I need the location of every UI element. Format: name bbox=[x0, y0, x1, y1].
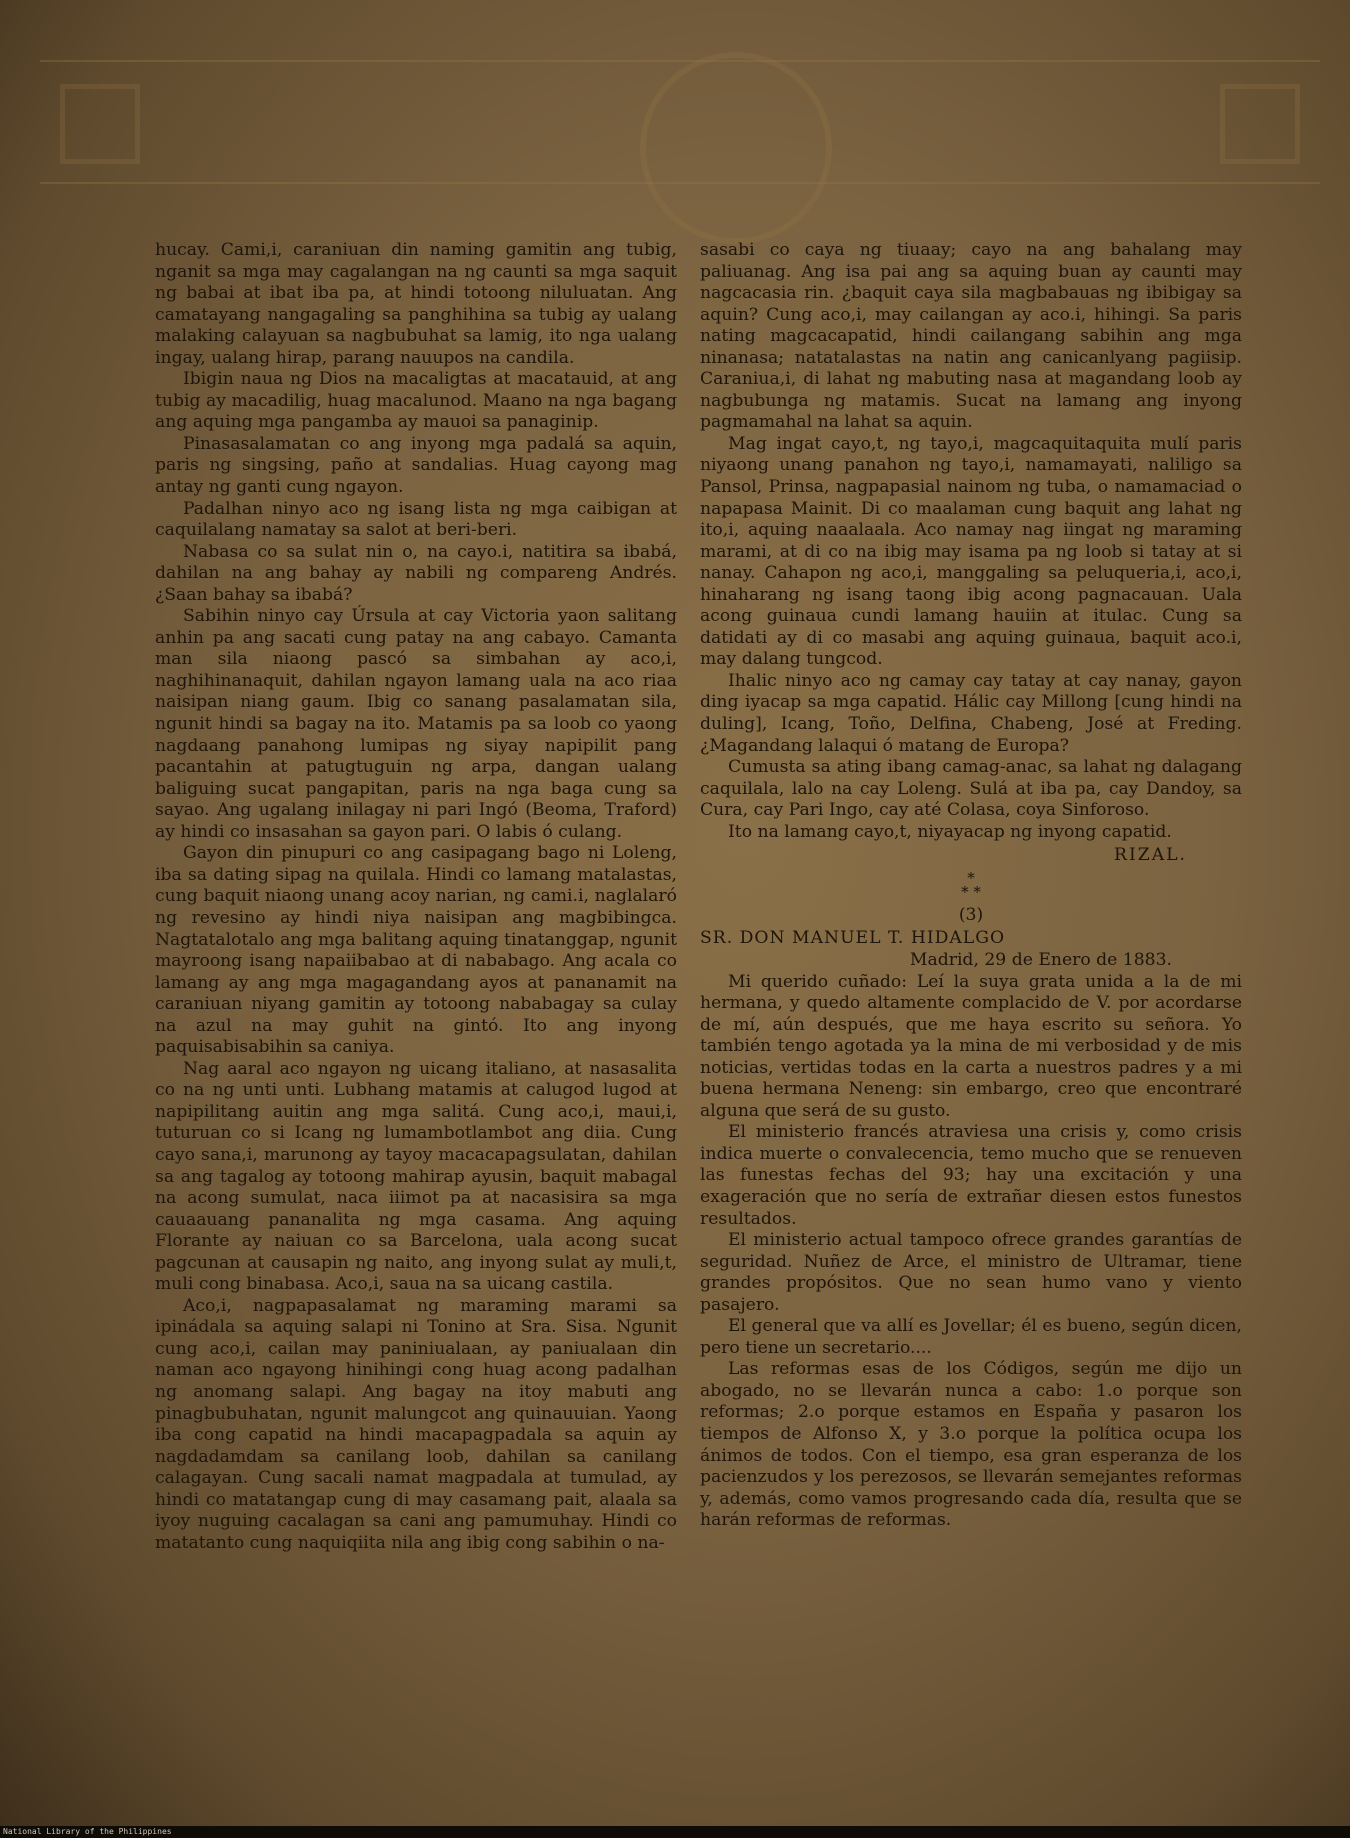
paragraph: El ministerio actual tampoco ofrece grandes garantías de seguridad. Nuñez de Arce, el ministro de Ultramar, tiene grandes propósitos. Que no sean humo vano y viento pasajero. bbox=[700, 1230, 1242, 1315]
letter-number: (3) bbox=[958, 904, 984, 925]
paragraph: Gayon din pinupuri co ang casipagang bago ni Loleng, iba sa dating sipag na quilala. Hindi co lamang matalastas, cung baquit niaong unang acoy narian, ng cami.i, naglalaró ng revesino ay hindi niya naisipan ang magbibingca. Nagtatalotalo ang mga balitang aquing tinatanggap, ngunit mayroong isang napaiibabao at di nababago. Ang acala co lamang ay ang mga magagandang ayos at pananamit na caraniuan niyang gamitin ay totoong nababagay sa culay na azul na may guhit na gintó. Ito ang inyong paquisabisabihin sa caniya. bbox=[155, 843, 677, 1058]
left-column bbox=[155, 240, 677, 1554]
paragraph: Ihalic ninyo aco ng camay cay tatay at cay nanay, gayon ding iyacap sa mga capatid. Hálic cay Millong [cung hindi na duling], Icang, Toño, Delfina, Chabeng, José at Freding. ¿Magandang lalaqui ó matang de Europa? bbox=[700, 670, 1242, 756]
asterism-top: * bbox=[967, 868, 975, 887]
paragraph: Mi querido cuñado: Leí la suya grata unida a la de mi hermana, y quedo altamente complacido de V. por acordarse de mí, aún después, que me haya escrito su señora. Yo también tengo agotada ya la mina de mi verbosidad y de mis noticias, vertidas todas en la carta a nuestros padres y a mi buena hermana Neneng: sin embargo, creo que encontraré alguna que será de su gusto. bbox=[700, 971, 1242, 1121]
paragraph: El general que va allí es Jovellar; él es bueno, según dicen, pero tiene un secretario.... bbox=[700, 1316, 1242, 1358]
paragraph: sasabi co caya ng tiuaay; cayo na ang bahalang may paliuanag. Ang isa pai ang sa aquing buan ay caunti may nagcacasia rin. ¿baquit caya sila magbabauas ng ibibigay sa aquin? Cung aco,i, may cailangan ay aco.i, hihingi. Sa paris nating magcacapatid, hindi cailangang sabihin ang mga ninanasa; natatalastas na natin ang canicanlyang pagiisip. Caraniua,i, di lahat ng mabuting nasa at magandang loob ay nagbubunga ng matamis. Sucat na lamang ang inyong pagmamahal na lahat sa aquin. bbox=[700, 240, 1242, 433]
ornament-disc bbox=[640, 52, 832, 244]
letter-recipient: SR. DON MANUEL T. HIDALGO bbox=[700, 928, 1006, 949]
paragraph: Ibigin naua ng Dios na macaligtas at macatauid, at ang tubig ay macadilig, huag macalunod. Maano na nga bagang ang aquing mga pangamba ay mauoi sa panaginip. bbox=[155, 369, 677, 433]
asterism bbox=[700, 868, 1242, 901]
paragraph: Ito na lamang cayo,t, niyayacap ng inyong capatid. bbox=[728, 821, 1172, 842]
letter-dateline: Madrid, 29 de Enero de 1883. bbox=[909, 949, 1172, 970]
paragraph: Padalhan ninyo aco ng isang lista ng mga caibigan at caquilalang namatay sa salot at beri-beri. bbox=[155, 498, 677, 541]
paragraph: Aco,i, nagpapasalamat ng maraming marami sa ipinádala sa aquing salapi ni Tonino at Sra. Sisa. Ngunit cung aco,i, cailan may paniniualaan, ay paniualaan din naman aco ngayong hinihingi cong huag acong padalhan ng anomang salapi. Ang bagay na itoy mabuti ang pinagbubuhatan, ngunit malungcot ang quinauuian. Yaong iba cong capatid na hindi macapagpadala sa aquin ay nagdadamdam sa canilang loob, dahilan sa canilang calagayan. Cung sacali namat magpadala at tumulad, ay hindi co matatangap cung di may casamang pait, alaala sa iyoy nuguing cacalagan sa cani ang pamumuhay. Hindi co matatanto cung naquiqiita nila ang ibig cong sabihin o na- bbox=[155, 1295, 677, 1553]
paragraph: Las reformas esas de los Códigos, según me dijo un abogado, no se llevarán nunca a cabo: 1.o porque son reformas; 2.o porque estamos en España y pasaron los tiempos de Alfonso X, y 3.o porque la política ocupa los ánimos de todos. Con el tiempo, esa gran esperanza de los pacienzudos y los perezosos, se llevarán semejantes reformas y, además, como vamos progresando cada día, resulta que se harán reformas de reformas. bbox=[700, 1359, 1242, 1531]
signature: RIZAL. bbox=[1114, 845, 1187, 866]
paragraph: Nabasa co sa sulat nin o, na cayo.i, natitira sa ibabá, dahilan na ang bahay ay nabili ng compareng Andrés. ¿Saan bahay sa ibabá? bbox=[155, 541, 677, 605]
paragraph: Pinasasalamatan co ang inyong mga padalá sa aquin, paris ng singsing, paño at sandalias. Huag cayong mag antay ng ganti cung ngayon. bbox=[155, 433, 677, 498]
footer-credit-strip bbox=[0, 1826, 1350, 1838]
paragraph: hucay. Cami,i, caraniuan din naming gamitin ang tubig, nganit sa mga may cagalangan na ng caunti sa mga saquit ng babai at ibat iba pa, at hindi totoong niluluatan. Ang camatayang nangagaling sa panghihina sa tubig ay ualang malaking calayuan sa nagbubuhat sa lamig, ito nga ualang ingay, ualang hirap, parang nauupos na candila. bbox=[155, 240, 677, 368]
right-column bbox=[700, 240, 1242, 1532]
paragraph: Mag ingat cayo,t, ng tayo,i, magcaquitaquita mulí paris niyaong unang panahon ng tayo,i, namamayati, naliligo sa Pansol, Prinsa, nagpapasial nainom ng tuba, o namamaciad o napapasa Mainit. Di co maalaman cung baquit ang lahat ng ito,i, aquing naaalaala. Aco namay nag iingat ng maraming marami, at di co na ibig may isama pa ng loob si tatay at si nanay. Cahapon ng aco,i, manggaling sa peluqueria,i, aco,i, hinaharang ng isang taong ibig acong pagnacauan. Uala acong guinaua cundi lamang hauiin at itulac. Cung sa datidati ay di co masabi ang aquing guinaua, baquit aco.i, may dalang tungcod. bbox=[700, 433, 1242, 670]
paragraph: Cumusta sa ating ibang camag-anac, sa lahat ng dalagang caquilala, lalo na cay Loleng. Sulá at iba pa, cay Dandoy, sa Cura, cay Pari Ingo, cay até Colasa, coya Sinforoso. bbox=[700, 757, 1242, 821]
ornament-left-box bbox=[60, 84, 140, 164]
asterism-bottom: * * bbox=[961, 882, 981, 901]
paragraph: El ministerio francés atraviesa una crisis y, como crisis indica muerte o convalecencia, temo mucho que se renueven las funestas fechas del 93; hay una excitación y una exageración que no sería de extrañar diesen estos funestos resultados. bbox=[700, 1122, 1242, 1229]
paragraph: Nag aaral aco ngayon ng uicang italiano, at nasasalita co na ng unti unti. Lubhang matamis at calugod lugod at napipilitang auitin ang mga salitá. Cung aco,i, maui,i, tuturuan co si Icang ng lumambotlambot ang diia. Cung cayo sana,i, marunong ay tayoy macacapagsulatan, dahilan sa ang tagalog ay totoong mahirap ayusin, baquit mabagal na acong sumulat, naca iiimot pa at nacasisira sa mga cauaauang pananalita ng mga casama. Ang aquing Florante ay naiuan co sa Barcelona, uala acong sucat pagcunan at causapin ng naito, ang inyong sulat ay muli,t, muli cong binabasa. Aco,i, saua na sa uicang castila. bbox=[155, 1058, 677, 1295]
ornament-right-box bbox=[1220, 84, 1300, 164]
header-ornament bbox=[40, 60, 1320, 184]
paragraph: Sabihin ninyo cay Úrsula at cay Victoria yaon salitang anhin pa ang sacati cung patay na ang cabayo. Camanta man sila niaong pascó sa simbahan ay aco,i, naghihinanaquit, dahilan ngayon lamang uala na aco riaa naisipan niang gaum. Ibig co sanang pasalamatan sila, ngunit hindi sa bagay na ito. Matamis pa sa loob co yaong nagdaang panahong lumipas ng siyay napipilit pang pacantahin at patugtuguin ng arpa, dangan ualang baliguing sucat pangapitan, paris na nga baga cung sa sayao. Ang ugalang inilagay ni pari Ingó (Beoma, Traford) ay hindi co insasahan sa gayon pari. O labis ó culang. bbox=[155, 606, 677, 842]
footer-credit: National Library of the Philippines bbox=[3, 1827, 172, 1836]
